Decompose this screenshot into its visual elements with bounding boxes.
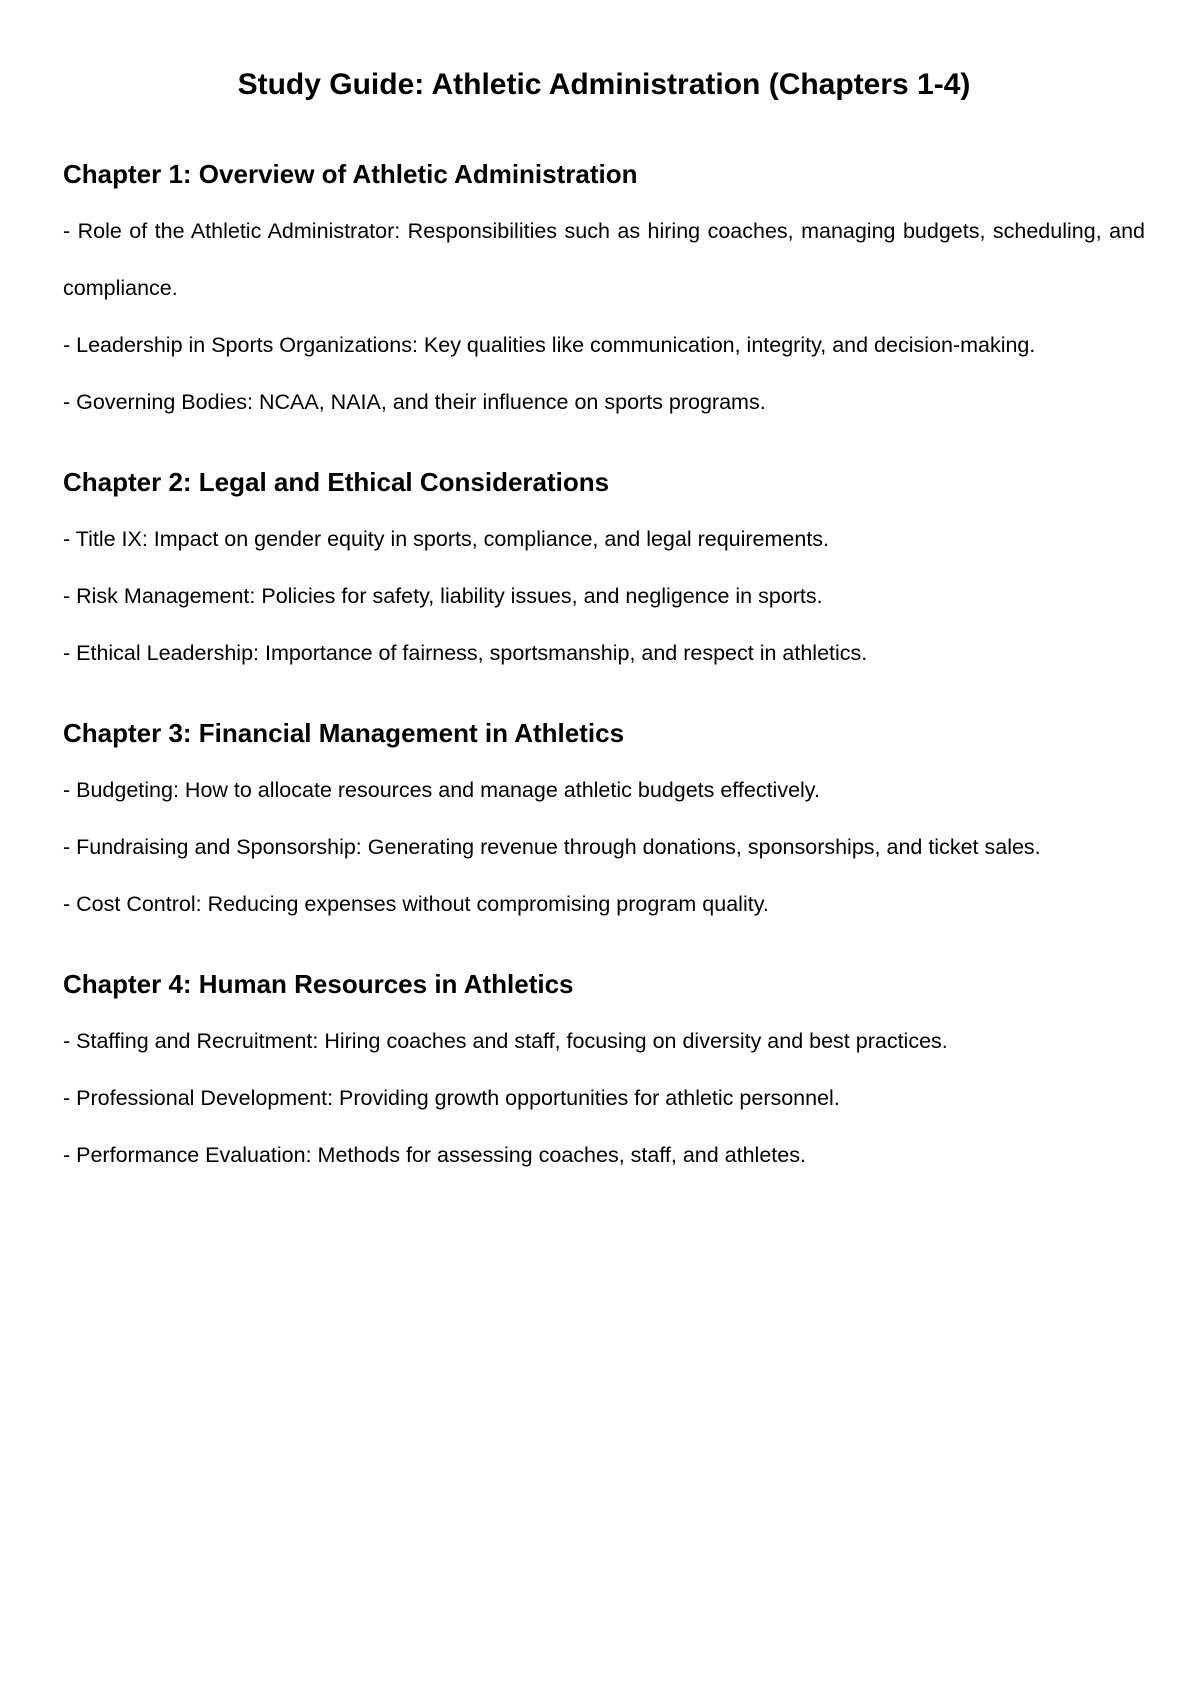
bullet-list — [63, 203, 1145, 431]
chapter-2-section — [63, 462, 1145, 682]
bullet-item: - Role of the Athletic Administrator: Responsibilities such as hiring coaches, managing budgets, scheduling, and compliance. — [63, 219, 1145, 300]
chapter-heading: Chapter 1: Overview of Athletic Administration — [63, 159, 638, 189]
chapter-heading: Chapter 4: Human Resources in Athletics — [63, 969, 574, 999]
chapter-heading: Chapter 3: Financial Management in Athletics — [63, 718, 625, 748]
chapter-1-section — [63, 154, 1145, 431]
chapter-heading: Chapter 2: Legal and Ethical Considerations — [63, 467, 610, 497]
bullet-item: - Title IX: Impact on gender equity in sports, compliance, and legal requirements. — [63, 527, 830, 551]
document-title: Study Guide: Athletic Administration (Chapters 1-4) — [237, 68, 971, 101]
document-page — [63, 0, 1145, 1184]
bullet-item: - Leadership in Sports Organizations: Key qualities like communication, integrity, and decision-making. — [63, 333, 1036, 357]
bullet-item: - Professional Development: Providing growth opportunities for athletic personnel. — [63, 1086, 840, 1110]
bullet-item: - Governing Bodies: NCAA, NAIA, and their influence on sports programs. — [63, 390, 766, 414]
bullet-item: - Performance Evaluation: Methods for assessing coaches, staff, and athletes. — [63, 1143, 806, 1167]
chapter-4-section — [63, 964, 1145, 1184]
bullet-item: - Budgeting: How to allocate resources and manage athletic budgets effectively. — [63, 778, 820, 802]
bullet-item: - Cost Control: Reducing expenses without compromising program quality. — [63, 892, 769, 916]
bullet-list — [63, 511, 1145, 682]
bullet-item: - Risk Management: Policies for safety, liability issues, and negligence in sports. — [63, 584, 823, 608]
bullet-item: - Ethical Leadership: Importance of fairness, sportsmanship, and respect in athletics. — [63, 641, 868, 665]
bullet-item: - Fundraising and Sponsorship: Generating revenue through donations, sponsorships, and ticket sales. — [63, 835, 1041, 859]
chapter-3-section — [63, 713, 1145, 933]
bullet-list — [63, 1013, 1145, 1184]
bullet-item: - Staffing and Recruitment: Hiring coaches and staff, focusing on diversity and best practices. — [63, 1029, 948, 1053]
bullet-list — [63, 762, 1145, 933]
